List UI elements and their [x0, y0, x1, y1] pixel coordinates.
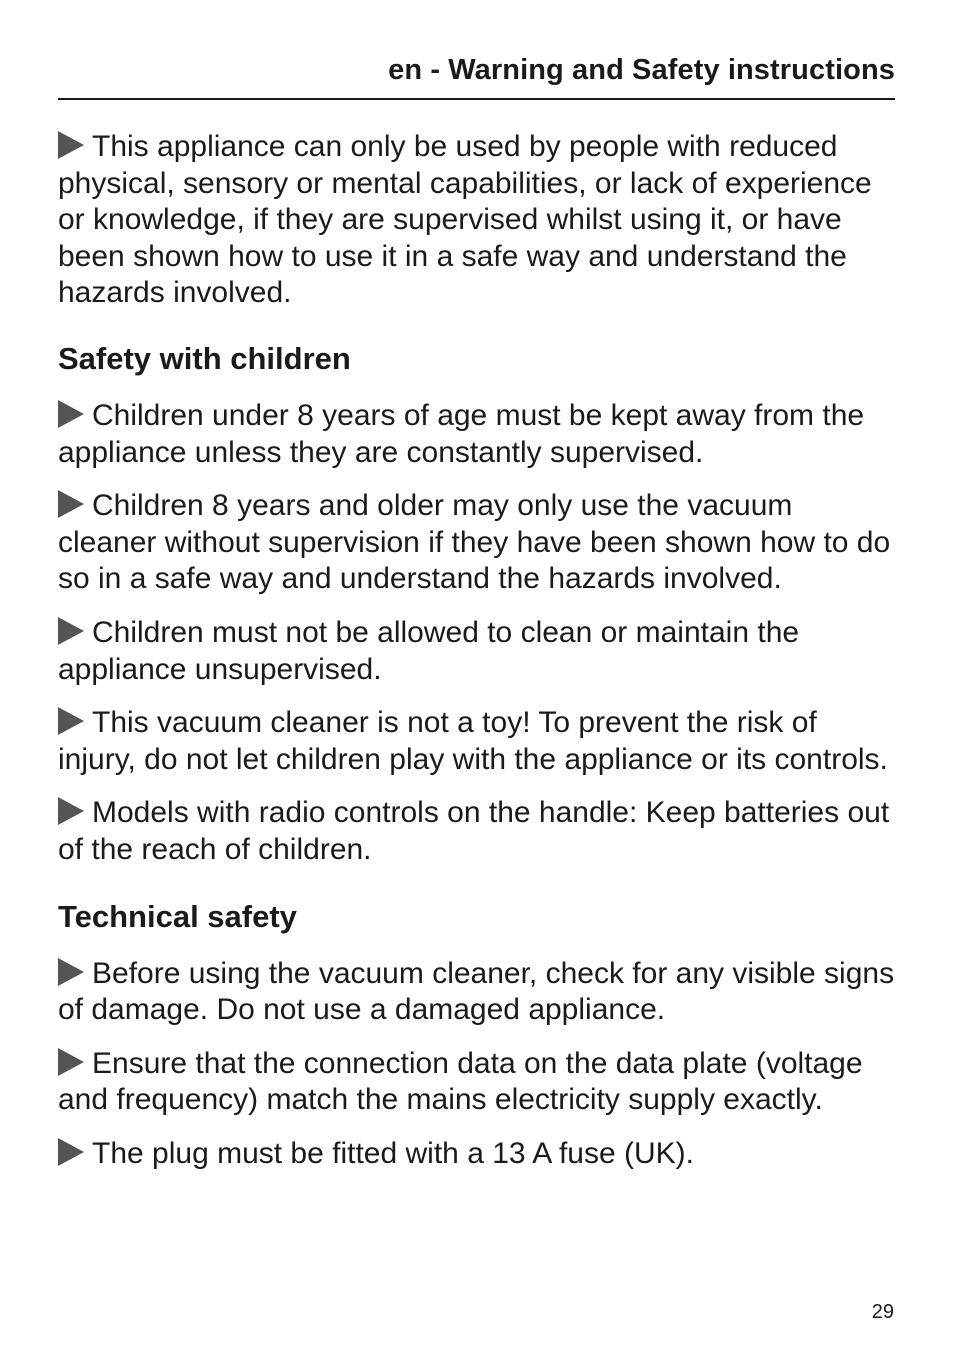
list-item-text: This vacuum cleaner is not a toy! To prevent the risk of injury, do not let children play with the appliance or its controls.	[58, 706, 888, 776]
list-item	[58, 705, 898, 778]
list-item	[58, 956, 898, 1029]
list-item-text: Children 8 years and older may only use the vacuum cleaner without supervision if they have been shown how to do so in a safe way and understand the hazards involved.	[58, 489, 891, 596]
triangle-bullet-icon	[58, 617, 84, 645]
intro-text: This appliance can only be used by people with reduced physical, sensory or mental capabilities, or lack of experience or knowledge, if they are supervised whilst using it, or have been shown how to use it in a safe way and understand the hazards involved.	[58, 130, 872, 310]
triangle-bullet-icon	[58, 707, 84, 735]
section-technical	[58, 897, 898, 1173]
list-item-text: Ensure that the connection data on the data plate (voltage and frequency) match the mains electricity supply exactly.	[58, 1046, 863, 1117]
list-item-text: Before using the vacuum cleaner, check for any visible signs of damage. Do not use a damaged appliance.	[58, 956, 895, 1027]
triangle-bullet-icon	[58, 958, 84, 986]
list-item-text: The plug must be fitted with a 13 A fuse (UK).	[92, 1136, 694, 1170]
list-item	[58, 1046, 898, 1119]
page-header	[58, 52, 895, 100]
triangle-bullet-icon	[58, 1048, 84, 1076]
list-item	[58, 615, 898, 688]
triangle-bullet-icon	[58, 131, 84, 159]
section-heading-children: Safety with children	[58, 340, 351, 376]
list-item	[58, 488, 898, 598]
triangle-bullet-icon	[58, 797, 84, 825]
list-item-text: Models with radio controls on the handle: Keep batteries out of the reach of children.	[58, 796, 890, 866]
triangle-bullet-icon	[58, 1138, 84, 1166]
intro-paragraph	[58, 129, 898, 312]
list-item	[58, 1136, 898, 1173]
section-children	[58, 339, 898, 869]
triangle-bullet-icon	[58, 400, 84, 428]
triangle-bullet-icon	[58, 490, 84, 518]
header-title: en - Warning and Safety instructions	[388, 54, 895, 86]
list-item	[58, 795, 898, 868]
page-number: 29	[871, 1301, 894, 1323]
list-item-text: Children must not be allowed to clean or maintain the appliance unsupervised.	[58, 615, 800, 686]
list-item	[58, 398, 898, 471]
list-item-text: Children under 8 years of age must be kept away from the appliance unless they are constantly supervised.	[58, 398, 865, 469]
section-heading-technical: Technical safety	[58, 898, 297, 934]
page-content	[58, 129, 898, 1189]
